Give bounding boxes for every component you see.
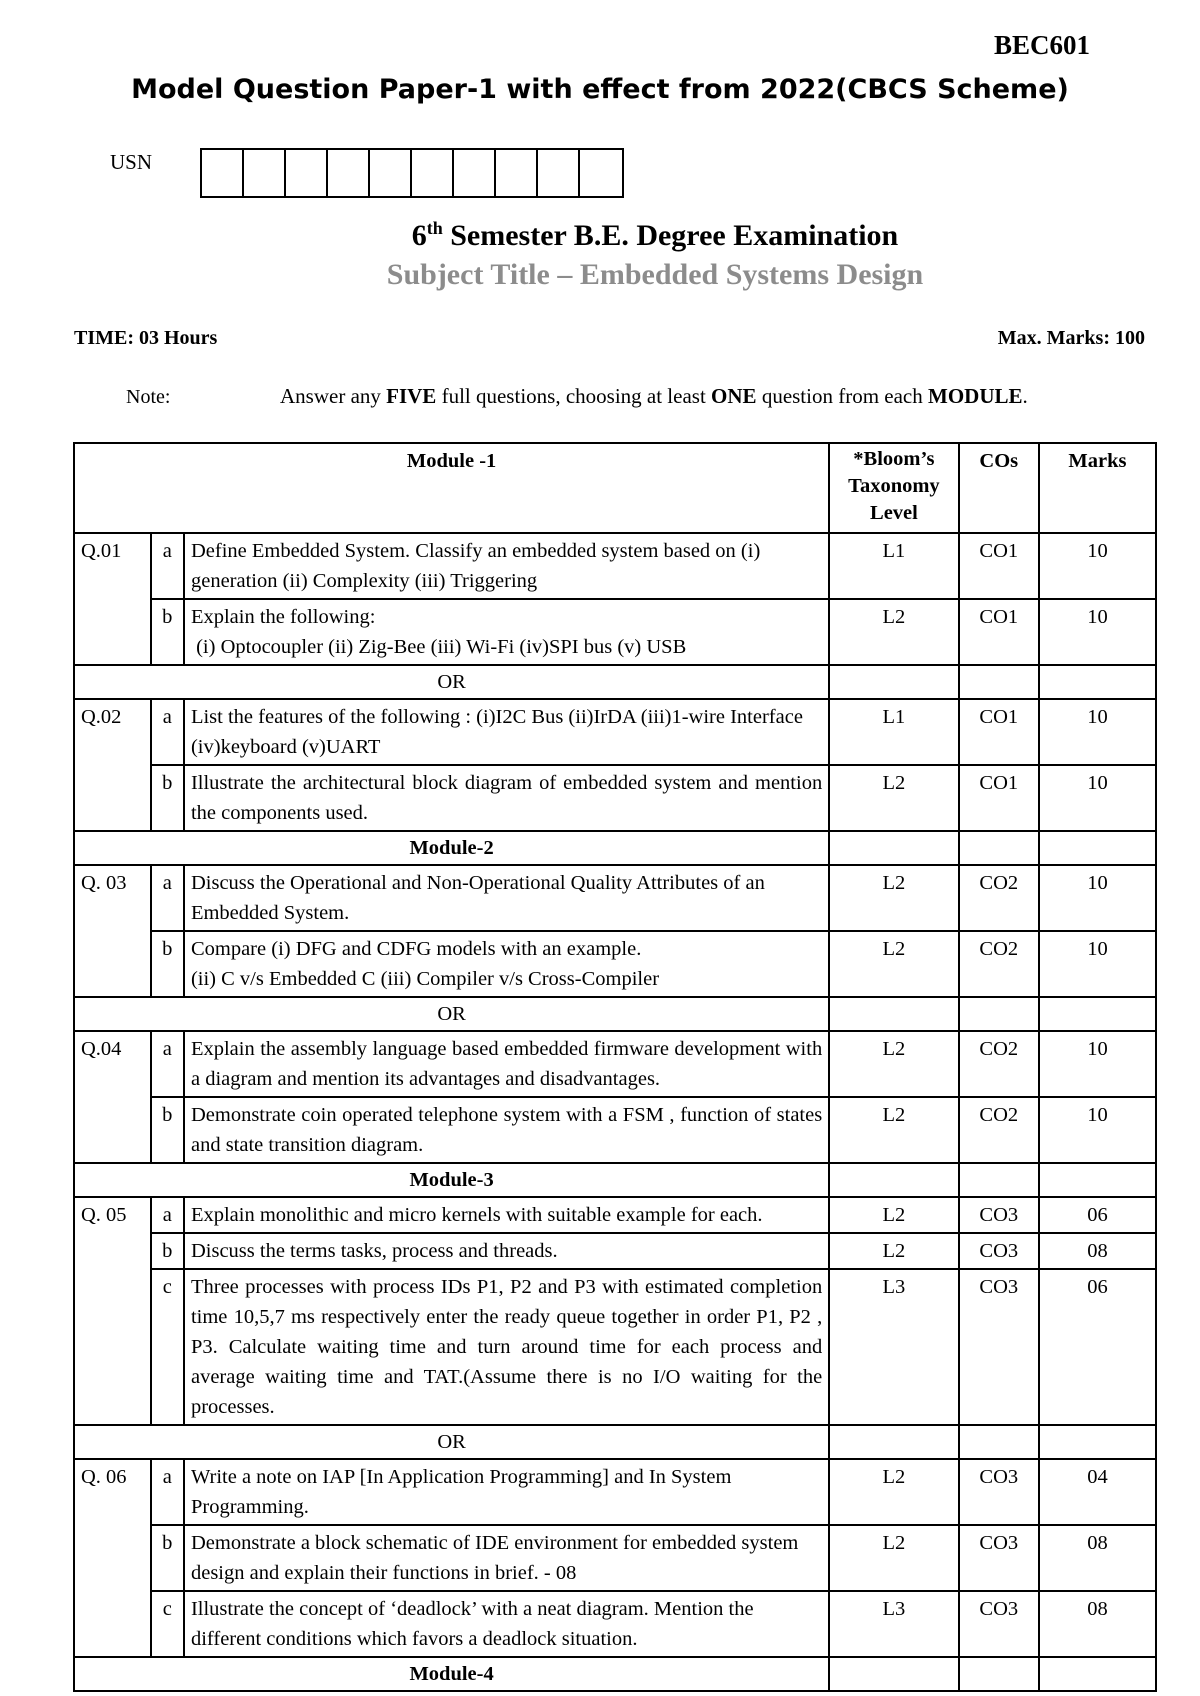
table-row: Q.02 a List the features of the following : (i)I2C Bus (ii)IrDA (iii)1-wire Interface (iv)keyboard (v)UART L1 CO1 10 [74,699,1156,765]
question-number: Q.01 [74,533,151,665]
exam-time: TIME: 03 Hours [74,327,218,349]
question-text: Compare (i) DFG and CDFG models with an example. (ii) C v/s Embedded C (iii) Compiler v/s Cross-Compiler [184,931,829,997]
table-row: b Discuss the terms tasks, process and threads. L2 CO3 08 [74,1233,1156,1269]
table-row: b Compare (i) DFG and CDFG models with an example. (ii) C v/s Embedded C (iii) Compiler v/s Cross-Compiler L2 CO2 10 [74,931,1156,997]
module-row: Module-3 [74,1163,1156,1197]
question-text: Three processes with process IDs P1, P2 and P3 with estimated completion time 10,5,7 ms respectively enter the ready queue together in order P1, P2 , P3. Calculate waiting time and turn around time for each process and average waiting time and TAT.(Assume there is no I/O waiting for the processes. [184,1269,829,1425]
question-number: Q. 03 [74,865,151,997]
exam-title: 6th Semester B.E. Degree Examination [411,218,899,252]
table-row: Q. 05 a Explain monolithic and micro kernels with suitable example for each. L2 CO3 06 [74,1197,1156,1233]
usn-box [286,150,328,196]
usn-box [496,150,538,196]
question-number: Q. 05 [74,1197,151,1425]
or-row: OR [74,665,1156,699]
usn-box [244,150,286,196]
or-row: OR [74,1425,1156,1459]
question-text: Write a note on IAP [In Application Programming] and In System Programming. [184,1459,829,1525]
question-text: Discuss the terms tasks, process and threads. [184,1233,829,1269]
bloom-header: *Bloom’s Taxonomy Level [829,443,958,533]
question-text: Illustrate the concept of ‘deadlock’ with a neat diagram. Mention the different conditions which favors a deadlock situation. [184,1591,829,1657]
note-text: Answer any FIVE full questions, choosing at least ONE question from each MODULE. [280,384,1028,408]
subject-code: BEC601 [993,30,1090,60]
module-header: Module -1 [74,443,829,533]
note-label: Note: [126,386,171,408]
table-row: Q.04 a Explain the assembly language based embedded firmware development with a diagram and mention its advantages and disadvantages. L2 CO2 10 [74,1031,1156,1097]
question-text: Explain the following: (i) Optocoupler (ii) Zig-Bee (iii) Wi-Fi (iv)SPI bus (v) USB [184,599,829,665]
usn-box [328,150,370,196]
question-text: Define Embedded System. Classify an embedded system based on (i) generation (ii) Complexity (iii) Triggering [184,533,829,599]
cos-header: COs [959,443,1039,533]
table-row: c Three processes with process IDs P1, P2 and P3 with estimated completion time 10,5,7 ms respectively enter the ready queue together in order P1, P2 , P3. Calculate waiting time and turn around time for each process and average waiting time and TAT.(Assume there is no I/O waiting for the processes. L3 CO3 06 [74,1269,1156,1425]
usn-box [454,150,496,196]
usn-label: USN [110,150,153,174]
usn-box [538,150,580,196]
table-header-row [74,443,1156,533]
paper-title: Model Question Paper-1 with effect from 2022(CBCS Scheme) [131,74,1069,105]
question-number: Q.02 [74,699,151,831]
usn-box [202,150,244,196]
usn-box [370,150,412,196]
question-text: Demonstrate coin operated telephone system with a FSM , function of states and state transition diagram. [184,1097,829,1163]
question-text: Demonstrate a block schematic of IDE environment for embedded system design and explain their functions in brief. - 08 [184,1525,829,1591]
or-row: OR [74,997,1156,1031]
usn-input-boxes [200,148,624,198]
question-number: Q.04 [74,1031,151,1163]
marks-header: Marks [1039,443,1156,533]
max-marks: Max. Marks: 100 [997,327,1145,349]
table-row: Q. 03 a Discuss the Operational and Non-Operational Quality Attributes of an Embedded System. L2 CO2 10 [74,865,1156,931]
question-number: Q. 06 [74,1459,151,1657]
question-text: List the features of the following : (i)I2C Bus (ii)IrDA (iii)1-wire Interface (iv)keyboard (v)UART [184,699,829,765]
usn-box [412,150,454,196]
module-row: Module-2 [74,831,1156,865]
question-text: Explain the assembly language based embedded firmware development with a diagram and mention its advantages and disadvantages. [184,1031,829,1097]
table-row: c Illustrate the concept of ‘deadlock’ with a neat diagram. Mention the different conditions which favors a deadlock situation. L3 CO3 08 [74,1591,1156,1657]
usn-box [580,150,622,196]
table-row: Q.01 a Define Embedded System. Classify an embedded system based on (i) generation (ii) Complexity (iii) Triggering L1 CO1 10 [74,533,1156,599]
table-row: Q. 06 a Write a note on IAP [In Application Programming] and In System Programming. L2 CO3 04 [74,1459,1156,1525]
subject-title: Subject Title – Embedded Systems Design [386,258,924,291]
module-row: Module-4 [74,1657,1156,1691]
table-row: b Demonstrate coin operated telephone system with a FSM , function of states and state transition diagram. L2 CO2 10 [74,1097,1156,1163]
table-row: b Explain the following: (i) Optocoupler (ii) Zig-Bee (iii) Wi-Fi (iv)SPI bus (v) USB L2 CO1 10 [74,599,1156,665]
table-row: b Illustrate the architectural block diagram of embedded system and mention the components used. L2 CO1 10 [74,765,1156,831]
question-table [73,442,1157,1692]
table-row: b Demonstrate a block schematic of IDE environment for embedded system design and explain their functions in brief. - 08 L2 CO3 08 [74,1525,1156,1591]
question-text: Illustrate the architectural block diagram of embedded system and mention the components used. [184,765,829,831]
question-text: Explain monolithic and micro kernels with suitable example for each. [184,1197,829,1233]
question-text: Discuss the Operational and Non-Operational Quality Attributes of an Embedded System. [184,865,829,931]
